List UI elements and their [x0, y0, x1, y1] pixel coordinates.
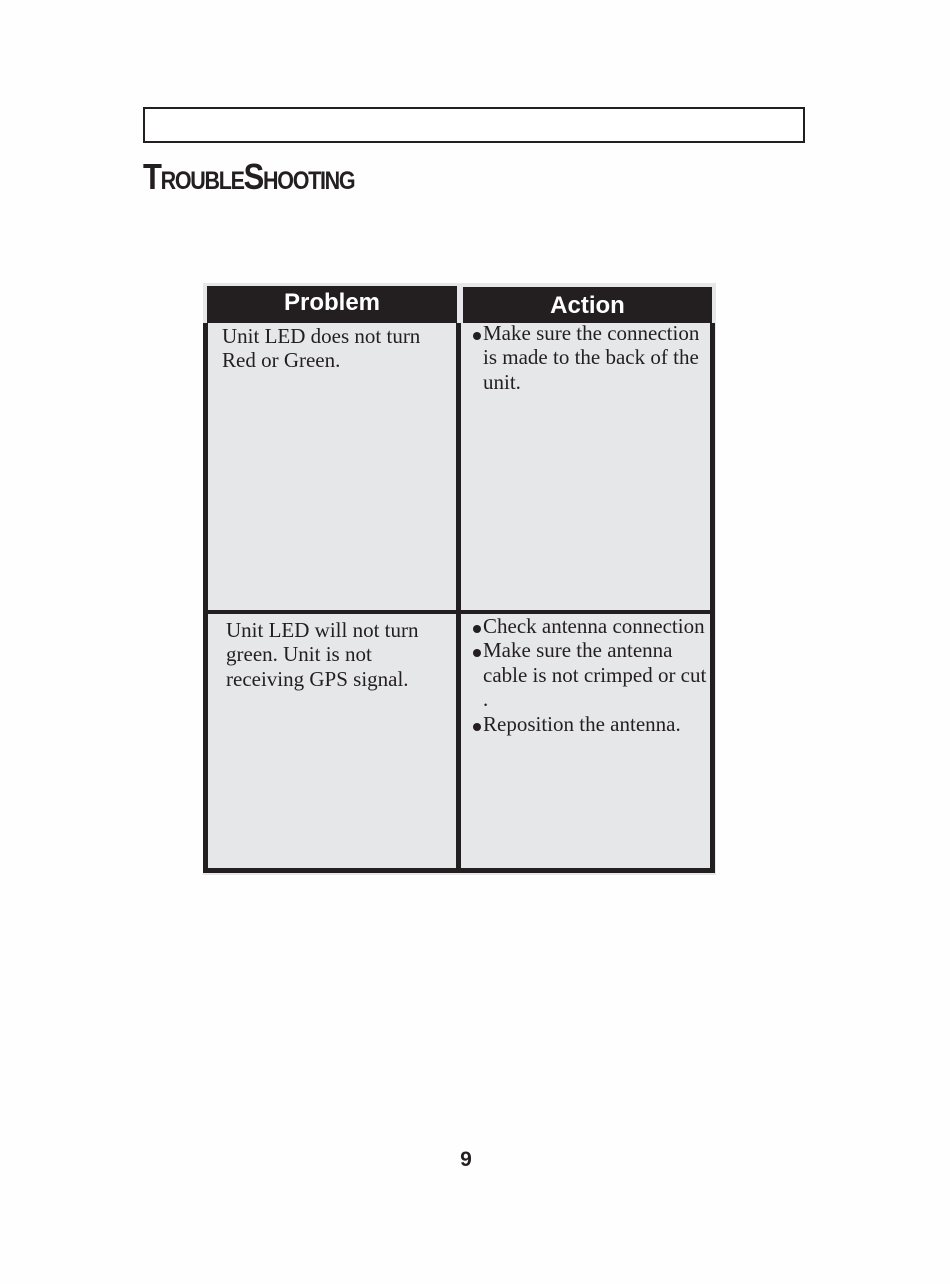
action-item	[473, 614, 709, 638]
bullet-icon	[473, 723, 481, 731]
action-item-text: Reposition the antenna.	[483, 711, 681, 736]
action-list-2	[473, 614, 709, 736]
column-header-problem: Problem	[207, 286, 457, 323]
action-item	[473, 321, 709, 394]
table-border-bottom	[203, 868, 715, 873]
action-item-text: Make sure the antenna cable is not crimped or cut .	[483, 638, 707, 712]
action-cell-1	[473, 321, 709, 394]
title-part-rouble: ROUBLE	[160, 167, 244, 195]
action-item-text: Check antenna connection	[483, 614, 705, 638]
title-initial-s: S	[243, 156, 264, 197]
action-item-text: Make sure the connection is made to the back of the unit.	[483, 321, 700, 394]
page-title	[143, 158, 354, 200]
table-border-left	[203, 323, 208, 873]
header-rule-box	[143, 107, 805, 143]
action-cell-2	[473, 614, 709, 736]
problem-cell-2: Unit LED will not turn green. Unit is not receiving GPS signal.	[226, 618, 419, 691]
problem-cell-1: Unit LED does not turn Red or Green.	[222, 324, 421, 373]
action-item	[473, 638, 709, 711]
bullet-icon	[473, 625, 481, 633]
title-part-hooting: HOOTING	[263, 167, 355, 195]
bullet-icon	[473, 649, 481, 657]
page-number: 9	[460, 1148, 472, 1171]
action-item	[473, 712, 709, 736]
action-list-1	[473, 321, 709, 394]
bullet-icon	[473, 332, 481, 340]
table-border-right	[710, 323, 715, 873]
table-column-divider	[456, 323, 461, 873]
title-initial-t: T	[143, 156, 161, 197]
column-header-action: Action	[463, 287, 712, 323]
